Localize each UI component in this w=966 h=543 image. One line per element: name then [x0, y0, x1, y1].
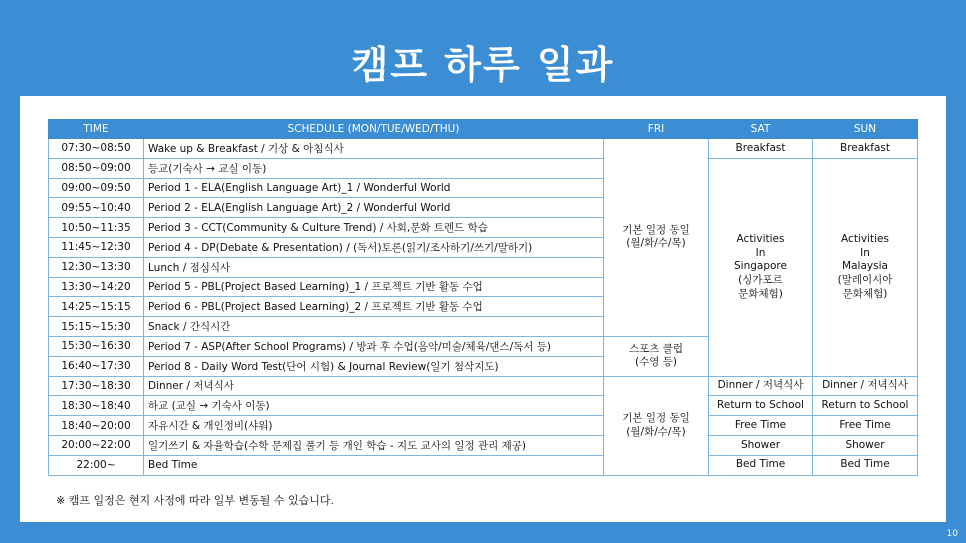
table-header-row: [49, 120, 918, 139]
schedule-cell: 하교 (교실 → 기숙사 이동): [144, 396, 604, 416]
schedule-cell: Period 4 - DP(Debate & Presentation) / (독서)토론(읽기/조사하기/쓰기/말하기): [144, 237, 604, 257]
sun-activities-line3: Malaysia: [842, 260, 888, 273]
table-row: [49, 376, 918, 396]
sat-activities-line1: Activities: [736, 233, 785, 246]
schedule-cell: Wake up & Breakfast / 기상 & 아침식사: [144, 139, 604, 159]
schedule-cell: Snack / 간식시간: [144, 317, 604, 337]
schedule-cell: Period 5 - PBL(Project Based Learning)_1 / 프로젝트 기반 활동 수업: [144, 277, 604, 297]
sun-activities-cell: [813, 158, 918, 376]
schedule-cell: Period 8 - Daily Word Test(단어 시험) & Journal Review(일기 첨삭지도): [144, 356, 604, 376]
sun-activities-line1: Activities: [841, 233, 889, 246]
sun-breakfast-cell: Breakfast: [813, 139, 918, 159]
time-cell: 13:30~14:20: [49, 277, 144, 297]
sun-activities-line2: In: [860, 246, 870, 259]
fri-sports-club-cell: [604, 336, 709, 376]
sat-activities-cell: [709, 158, 813, 376]
sun-activities-line5: 문화체험): [842, 287, 888, 300]
fri-basic-line2: (월/화/수/목): [626, 237, 686, 250]
schedule-cell: Bed Time: [144, 455, 604, 475]
header-sat: SAT: [709, 120, 813, 139]
table-row: [49, 158, 918, 178]
time-cell: 22:00~: [49, 455, 144, 475]
schedule-cell: 일기쓰기 & 자율학습(수학 문제집 풀기 등 개인 학습 - 지도 교사의 일정 관리 제공): [144, 435, 604, 455]
page-title: 캠프 하루 일과: [351, 43, 615, 87]
page-number: 10: [946, 529, 958, 539]
schedule-cell: Period 7 - ASP(After School Programs) / 방과 후 수업(음악/미술/체육/댄스/독서 등): [144, 336, 604, 356]
sat-dinner-cell: Dinner / 저녁식사: [709, 376, 813, 396]
sat-activities-line4: (싱가포르: [738, 274, 783, 286]
schedule-cell: Lunch / 점심식사: [144, 257, 604, 277]
header-schedule: SCHEDULE (MON/TUE/WED/THU): [144, 120, 604, 139]
time-cell: 11:45~12:30: [49, 237, 144, 257]
time-cell: 15:15~15:30: [49, 317, 144, 337]
table-row: [49, 435, 918, 455]
schedule-cell: Period 2 - ELA(English Language Art)_2 / Wonderful World: [144, 198, 604, 218]
time-cell: 18:40~20:00: [49, 416, 144, 436]
fri-sports-line1: 스포츠 클럽: [628, 342, 684, 355]
time-cell: 17:30~18:30: [49, 376, 144, 396]
header-time: TIME: [49, 120, 144, 139]
time-cell: 08:50~09:00: [49, 158, 144, 178]
sat-breakfast-cell: Breakfast: [709, 139, 813, 159]
schedule-cell: 자유시간 & 개인정비(샤워): [144, 416, 604, 436]
header-fri: FRI: [604, 120, 709, 139]
fri-basic-line1: 기본 일정 동일: [622, 223, 690, 236]
time-cell: 20:00~22:00: [49, 435, 144, 455]
sat-activities-line2: In: [755, 246, 766, 259]
sat-activities-line3: Singapore: [734, 260, 787, 273]
fri-evening-line1: 기본 일정 동일: [622, 411, 690, 424]
table-row: [49, 139, 918, 159]
schedule-cell: Period 1 - ELA(English Language Art)_1 / Wonderful World: [144, 178, 604, 198]
fri-evening-line2: (월/화/수/목): [626, 425, 686, 438]
schedule-cell: Period 6 - PBL(Project Based Learning)_2 / 프로젝트 기반 활동 수업: [144, 297, 604, 317]
table-row: [49, 416, 918, 436]
time-cell: 15:30~16:30: [49, 336, 144, 356]
sat-shower-cell: Shower: [709, 435, 813, 455]
time-cell: 16:40~17:30: [49, 356, 144, 376]
sun-dinner-cell: Dinner / 저녁식사: [813, 376, 918, 396]
sun-free-time-cell: Free Time: [813, 416, 918, 436]
schedule-cell: Period 3 - CCT(Community & Culture Trend) / 사회,문화 트렌드 학습: [144, 218, 604, 238]
sat-bed-time-cell: Bed Time: [709, 455, 813, 475]
sun-bed-time-cell: Bed Time: [813, 455, 918, 475]
footnote: ※ 캠프 일정은 현지 사정에 따라 일부 변동될 수 있습니다.: [56, 494, 334, 507]
time-cell: 14:25~15:15: [49, 297, 144, 317]
schedule-table: [48, 119, 918, 476]
sun-return-cell: Return to School: [813, 396, 918, 416]
time-cell: 18:30~18:40: [49, 396, 144, 416]
table-row: [49, 455, 918, 475]
sun-shower-cell: Shower: [813, 435, 918, 455]
sat-return-cell: Return to School: [709, 396, 813, 416]
fri-basic-schedule-cell: [604, 139, 709, 337]
table-row: [49, 396, 918, 416]
sat-activities-line5: 문화체험): [738, 287, 783, 300]
fri-evening-schedule-cell: [604, 376, 709, 475]
sat-free-time-cell: Free Time: [709, 416, 813, 436]
schedule-cell: 등교(기숙사 → 교실 이동): [144, 158, 604, 178]
time-cell: 12:30~13:30: [49, 257, 144, 277]
time-cell: 09:55~10:40: [49, 198, 144, 218]
sun-activities-line4: (말레이시아: [837, 274, 893, 286]
schedule-cell: Dinner / 저녁식사: [144, 376, 604, 396]
time-cell: 10:50~11:35: [49, 218, 144, 238]
fri-sports-line2: (수영 등): [635, 356, 677, 369]
time-cell: 09:00~09:50: [49, 178, 144, 198]
time-cell: 07:30~08:50: [49, 139, 144, 159]
header-sun: SUN: [813, 120, 918, 139]
